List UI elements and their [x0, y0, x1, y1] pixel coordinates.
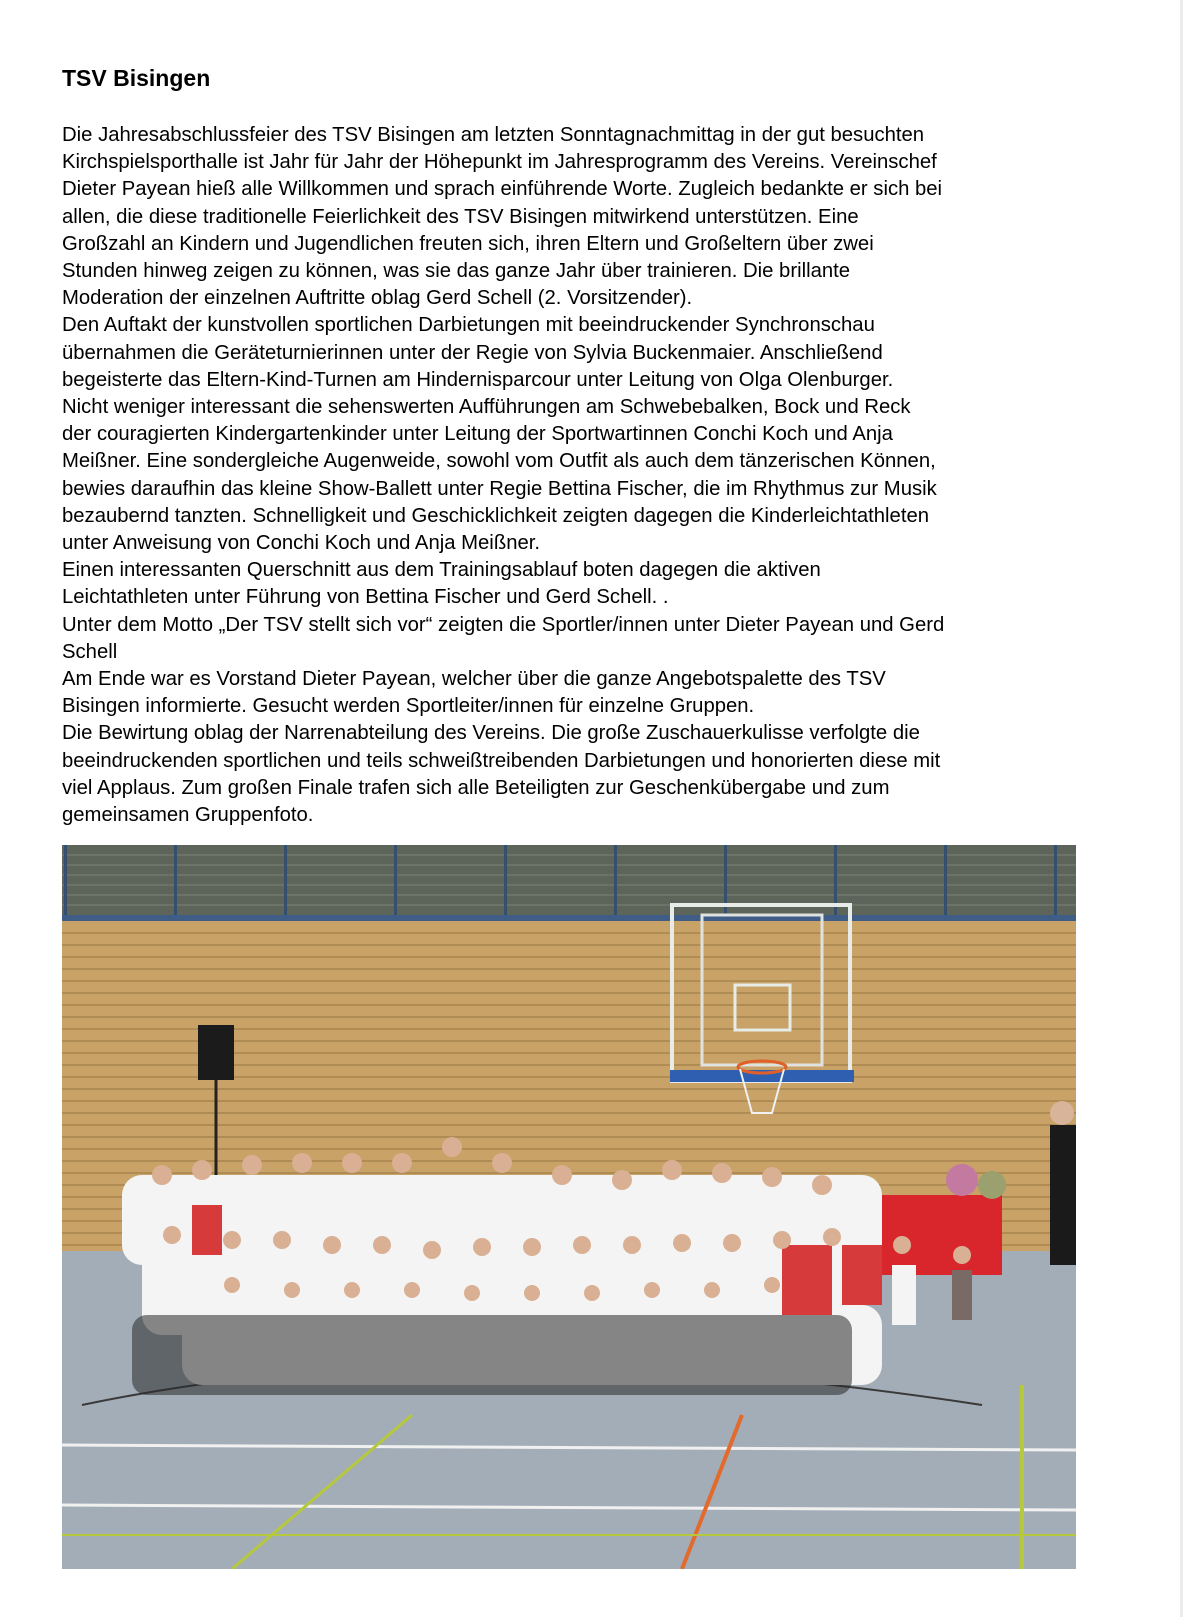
- group-photo: [62, 845, 1076, 1569]
- text-line: Nicht weniger interessant die sehenswerten Aufführungen am Schwebebalken, Bock und Reck: [62, 396, 911, 419]
- text-line: allen, die diese traditionelle Feierlichkeit des TSV Bisingen mitwirkend unterstützen. Eine: [62, 205, 859, 228]
- text-line: Stunden hinweg zeigen zu können, was sie das ganze Jahr über trainieren. Die brillante: [62, 260, 851, 283]
- text-line: gemeinsamen Gruppenfoto.: [62, 804, 314, 827]
- text-line: viel Applaus. Zum großen Finale trafen sich alle Beteiligten zur Geschenkübergabe und zum: [62, 776, 890, 799]
- text-line: Den Auftakt der kunstvollen sportlichen Darbietungen mit beeindruckender Synchronschau: [62, 314, 875, 337]
- text-line: bewies daraufhin das kleine Show-Ballett unter Regie Bettina Fischer, die im Rhythmus zur Musik: [62, 477, 937, 500]
- text-line: bezaubernd tanzten. Schnelligkeit und Geschicklichkeit zeigten dagegen die Kinderleichtathleten: [62, 504, 930, 527]
- text-line: Leichtathleten unter Führung von Bettina Fischer und Gerd Schell. .: [62, 586, 669, 609]
- text-line: übernahmen die Geräteturnierinnen unter der Regie von Sylvia Buckenmaier. Anschließend: [62, 341, 883, 364]
- text-line: Dieter Payean hieß alle Willkommen und sprach einführende Worte. Zugleich bedankte er sich bei: [62, 178, 943, 201]
- text-line: Kirchspielsporthalle ist Jahr für Jahr der Höhepunkt im Jahresprogramm des Vereins. Vereinschef: [62, 151, 937, 174]
- text-line: Schell: [62, 640, 118, 663]
- text-line: Moderation der einzelnen Auftritte oblag Gerd Schell (2. Vorsitzender).: [62, 287, 693, 310]
- text-line: Am Ende war es Vorstand Dieter Payean, welcher über die ganze Angebotspalette des TSV: [62, 668, 886, 691]
- document-title: TSV Bisingen: [62, 65, 211, 91]
- text-line: unter Anweisung von Conchi Koch und Anja Meißner.: [62, 532, 541, 555]
- text-line: begeisterte das Eltern-Kind-Turnen am Hindernisparcour unter Leitung von Olga Olenburger.: [62, 368, 894, 391]
- group-of-people: [122, 1137, 972, 1395]
- document-page: [62, 62, 1122, 829]
- text-line: Bisingen informierte. Gesucht werden Sportleiter/innen für einzelne Gruppen.: [62, 695, 755, 718]
- article-body: [62, 122, 1122, 829]
- text-line: der couragierten Kindergartenkinder unter Leitung der Sportwartinnen Conchi Koch und Anja: [62, 423, 893, 446]
- text-line: Einen interessanten Querschnitt aus dem Trainingsablauf boten dagegen die aktiven: [62, 559, 821, 582]
- group-photo-illustration: [62, 845, 1076, 1569]
- text-line: Die Jahresabschlussfeier des TSV Bisingen am letzten Sonntagnachmittag in der gut besuchten: [62, 124, 925, 146]
- text-line: Großzahl an Kindern und Jugendlichen freuten sich, ihren Eltern und Großeltern über zwei: [62, 232, 874, 255]
- text-line: Die Bewirtung oblag der Narrenabteilung des Vereins. Die große Zuschauerkulisse verfolgte die: [62, 722, 920, 745]
- text-line: Meißner. Eine sondergleiche Augenweide, sowohl vom Outfit als auch dem tänzerischen Können,: [62, 450, 936, 473]
- text-line: beeindruckenden sportlichen und teils schweißtreibenden Darbietungen und honorierten diese mit: [62, 749, 941, 772]
- text-line: Unter dem Motto „Der TSV stellt sich vor“ zeigten die Sportler/innen unter Dieter Payean und Gerd: [62, 613, 945, 636]
